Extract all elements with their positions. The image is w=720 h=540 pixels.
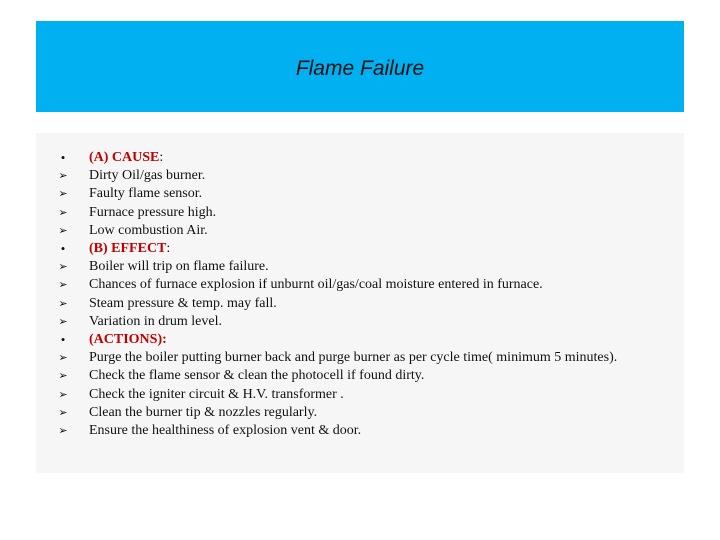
item-text: Variation in drum level.: [89, 313, 222, 329]
list-item: [56, 204, 666, 222]
list-item: [56, 386, 666, 404]
section-heading: [56, 331, 666, 349]
arrow-bullet-icon: ➢: [58, 279, 68, 292]
list-item: [56, 185, 666, 203]
item-text: Clean the burner tip & nozzles regularly.: [89, 404, 318, 420]
arrow-bullet-icon: ➢: [58, 261, 68, 274]
list-item: [56, 404, 666, 422]
arrow-bullet-icon: ➢: [58, 388, 68, 401]
list-item: [56, 295, 666, 313]
item-text: Check the igniter circuit & H.V. transformer .: [89, 386, 344, 402]
bullet-list: [56, 149, 666, 440]
content-panel: [36, 133, 684, 473]
list-item: [56, 222, 666, 240]
heading-suffix: :: [159, 150, 164, 165]
item-text: Furnace pressure high.: [89, 204, 217, 220]
item-text: Purge the boiler putting burner back and purge burner as per cycle time( minimum 5 minutes).: [89, 350, 618, 366]
item-text: Ensure the healthiness of explosion vent & door.: [89, 423, 362, 439]
heading-label: (B) EFFECT: [89, 241, 167, 257]
item-text: Low combustion Air.: [89, 222, 208, 238]
arrow-bullet-icon: ➢: [58, 297, 68, 310]
item-text: Faulty flame sensor.: [89, 186, 203, 202]
list-item: [56, 276, 666, 294]
slide-title: Flame Failure: [295, 56, 425, 80]
list-item: [56, 313, 666, 331]
arrow-bullet-icon: ➢: [58, 206, 68, 219]
list-item: [56, 367, 666, 385]
arrow-bullet-icon: ➢: [58, 425, 68, 438]
item-text: Dirty Oil/gas burner.: [89, 168, 206, 184]
arrow-bullet-icon: ➢: [58, 224, 68, 237]
bullet-dot-icon: •: [60, 241, 66, 257]
item-text: Chances of furnace explosion if unburnt oil/gas/coal moisture entered in furnace.: [89, 277, 543, 293]
arrow-bullet-icon: ➢: [58, 315, 68, 328]
arrow-bullet-icon: ➢: [58, 188, 68, 201]
arrow-bullet-icon: ➢: [58, 406, 68, 419]
section-heading: [56, 240, 666, 258]
section-heading: [56, 149, 666, 167]
title-banner: [36, 21, 684, 112]
arrow-bullet-icon: ➢: [58, 352, 68, 365]
arrow-bullet-icon: ➢: [58, 170, 68, 183]
bullet-dot-icon: •: [60, 332, 66, 348]
heading-label: (ACTIONS):: [89, 332, 167, 348]
item-text: Boiler will trip on flame failure.: [89, 259, 269, 275]
heading-label: (A) CAUSE: [89, 150, 160, 165]
arrow-bullet-icon: ➢: [58, 370, 68, 383]
heading-suffix: :: [166, 241, 171, 257]
item-text: Steam pressure & temp. may fall.: [89, 295, 277, 311]
list-item: [56, 349, 666, 367]
list-item: [56, 422, 666, 440]
item-text: Check the flame sensor & clean the photocell if found dirty.: [89, 368, 425, 384]
list-item: [56, 258, 666, 276]
bullet-dot-icon: •: [60, 150, 66, 165]
list-item: [56, 167, 666, 185]
